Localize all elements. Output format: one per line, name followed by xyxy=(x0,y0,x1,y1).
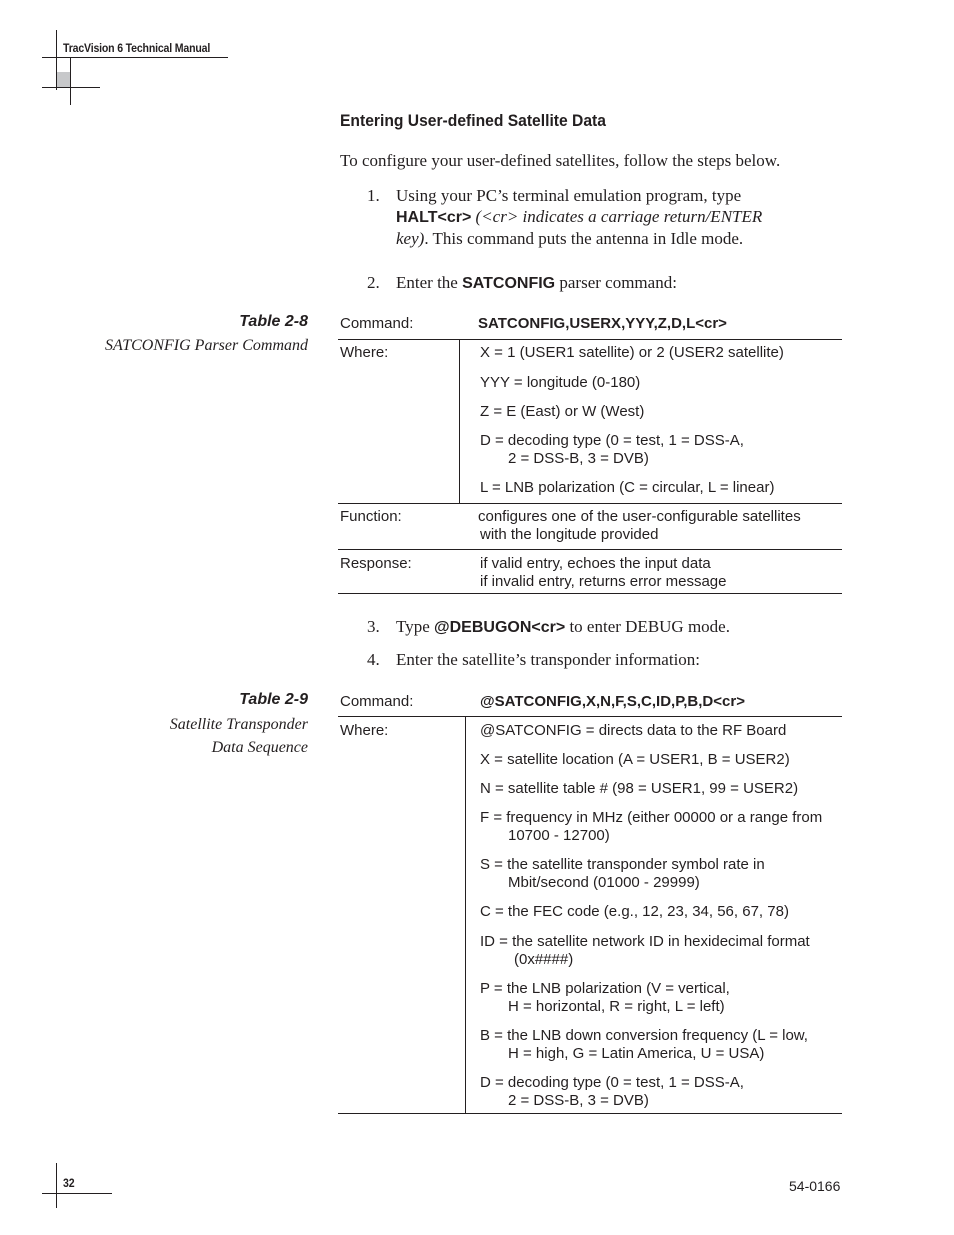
table-2-8-rule xyxy=(338,503,842,504)
step-1-line-2 xyxy=(396,206,816,228)
step-number: 2. xyxy=(367,273,380,292)
halt-command: HALT<cr> xyxy=(396,209,472,226)
table-2-8-rule xyxy=(338,339,842,340)
step-2-pre: Enter the xyxy=(396,273,463,292)
table-2-8-subtitle: SATCONFIG Parser Command xyxy=(105,337,308,354)
table-2-9-item-cont: H = high, G = Latin America, U = USA) xyxy=(508,1045,765,1062)
header-square xyxy=(57,72,70,87)
step-3-post: to enter DEBUG mode. xyxy=(565,617,730,636)
section-heading: Entering User-defined Satellite Data xyxy=(340,111,606,130)
table-2-9-command-value: @SATCONFIG,X,N,F,S,C,ID,P,B,D<cr> xyxy=(480,693,745,710)
table-2-9-title: Table 2-9 xyxy=(239,691,308,708)
table-2-9-item-cont: H = horizontal, R = right, L = left) xyxy=(508,998,725,1015)
table-2-8-response-label: Response: xyxy=(340,555,412,572)
table-2-8-rule xyxy=(338,593,842,594)
table-2-8-response-line: if valid entry, echoes the input data xyxy=(480,555,711,572)
table-2-8-function-line: configures one of the user-configurable satellites xyxy=(478,508,801,525)
table-2-9-item: S = the satellite transponder symbol rate in xyxy=(480,856,765,873)
table-2-8-function-label: Function: xyxy=(340,508,402,525)
step-2-post: parser command: xyxy=(555,273,677,292)
table-2-9-subtitle: Data Sequence xyxy=(211,739,308,756)
table-2-9-rule xyxy=(338,716,842,717)
satconfig-command: SATCONFIG xyxy=(462,275,556,292)
footer-rule xyxy=(42,1193,112,1194)
table-2-8-where-item: X = 1 (USER1 satellite) or 2 (USER2 satellite) xyxy=(480,344,784,361)
crop-mark-horizontal xyxy=(42,87,100,88)
table-2-8-where-item-cont: 2 = DSS-B, 3 = DVB) xyxy=(508,450,649,467)
table-2-8-column-divider xyxy=(459,340,460,503)
step-1-rest: . This command puts the antenna in Idle mode. xyxy=(424,229,744,248)
table-2-9-item: C = the FEC code (e.g., 12, 23, 34, 56, 67, 78) xyxy=(480,903,789,920)
table-2-8-where-item: YYY = longitude (0-180) xyxy=(480,374,641,391)
footer-crop-vertical xyxy=(56,1163,57,1208)
step-number: 3. xyxy=(367,617,380,636)
crop-mark-vertical xyxy=(70,57,71,105)
table-2-8-command-value: SATCONFIG,USERX,YYY,Z,D,L<cr> xyxy=(478,315,727,332)
table-2-9-command-label: Command: xyxy=(340,693,414,710)
table-2-9-item: F = frequency in MHz (either 00000 or a range from xyxy=(480,809,823,826)
intro-text: To configure your user-defined satellites, follow the steps below. xyxy=(340,151,781,170)
table-2-8-response-line: if invalid entry, returns error message xyxy=(480,573,727,590)
table-2-9-item: @SATCONFIG = directs data to the RF Board xyxy=(480,722,787,739)
table-2-9-where-label: Where: xyxy=(340,722,389,739)
debugon-command: @DEBUGON<cr> xyxy=(434,619,566,636)
step-3-text xyxy=(396,616,730,638)
step-4-text: Enter the satellite’s transponder information: xyxy=(396,650,701,669)
table-2-9-subtitle: Satellite Transponder xyxy=(169,716,308,733)
table-2-8-where-item: L = LNB polarization (C = circular, L = linear) xyxy=(480,479,775,496)
table-2-8-where-item: Z = E (East) or W (West) xyxy=(480,403,645,420)
table-2-9-item-cont: 10700 - 12700) xyxy=(508,827,610,844)
table-2-8-where-item: D = decoding type (0 = test, 1 = DSS-A, xyxy=(480,432,744,449)
table-2-9-item: N = satellite table # (98 = USER1, 99 = USER2) xyxy=(480,780,799,797)
step-3-pre: Type xyxy=(396,617,434,636)
step-1-italic-key: key) xyxy=(396,229,425,248)
table-2-9-item: X = satellite location (A = USER1, B = USER2) xyxy=(480,751,790,768)
table-2-8-rule xyxy=(338,549,842,550)
table-2-9-item: P = the LNB polarization (V = vertical, xyxy=(480,980,730,997)
page-number: 32 xyxy=(63,1176,75,1190)
table-2-8-command-label: Command: xyxy=(340,315,414,332)
table-2-8-where-label: Where: xyxy=(340,344,389,361)
step-number: 1. xyxy=(367,186,380,205)
table-2-9-item: D = decoding type (0 = test, 1 = DSS-A, xyxy=(480,1074,744,1091)
table-2-9-item-cont: Mbit/second (01000 - 29999) xyxy=(508,874,700,891)
step-1-italic-note: (<cr> indicates a carriage return/ENTER xyxy=(471,207,763,226)
manual-title: TracVision 6 Technical Manual xyxy=(63,41,211,55)
step-1-line-3 xyxy=(396,228,816,249)
table-2-9-column-divider xyxy=(465,717,466,1113)
table-2-9-item-cont: 2 = DSS-B, 3 = DVB) xyxy=(508,1092,649,1109)
step-number: 4. xyxy=(367,650,380,669)
table-2-8-function-line: with the longitude provided xyxy=(480,526,659,543)
doc-number: 54-0166 xyxy=(789,1178,841,1194)
table-2-9-item: B = the LNB down conversion frequency (L = low, xyxy=(480,1027,808,1044)
table-2-9-item: ID = the satellite network ID in hexidecimal format xyxy=(480,933,810,950)
step-2-text xyxy=(396,272,677,294)
step-1-text xyxy=(396,185,816,249)
table-2-8-title: Table 2-8 xyxy=(239,313,308,330)
table-2-9-item-cont: (0x####) xyxy=(514,951,574,968)
step-1-line-1: Using your PC’s terminal emulation program, type xyxy=(396,186,742,205)
table-2-9-rule xyxy=(338,1113,842,1114)
